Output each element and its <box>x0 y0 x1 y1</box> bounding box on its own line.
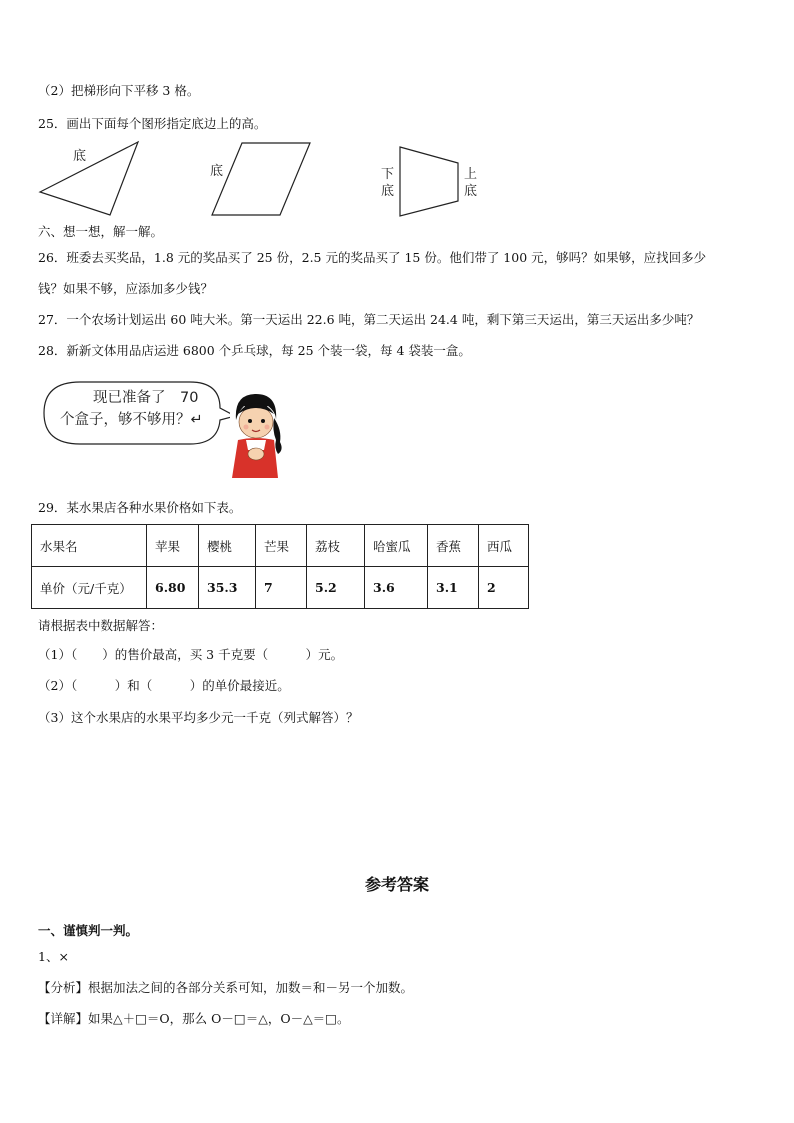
bubble-line-2: 个盒子，够不够用？↵ <box>60 412 203 428</box>
answer-1-detail: 【详解】如果△＋□＝O，那么 O－□＝△，O－△＝□。 <box>38 1011 350 1026</box>
trapezoid-shape <box>400 147 458 216</box>
parallelogram-shape <box>212 143 310 215</box>
question-29-instruction: 请根据表中数据解答： <box>38 618 164 633</box>
table-cell: 单价（元/千克） <box>32 567 147 609</box>
table-cell: 苹果 <box>147 525 199 567</box>
table-cell: 香蕉 <box>428 525 479 567</box>
question-28: 28．新新文体用品店运进 6800 个乒乓球，每 25 个装一袋，每 4 袋装一盒。 <box>38 343 471 358</box>
answer-1: 1、× <box>38 949 69 964</box>
answer-title: 参考答案 <box>364 875 429 894</box>
section-six-heading: 六、想一想，解一解。 <box>38 224 164 239</box>
question-26-line2: 钱？如果不够，应添加多少钱？ <box>38 281 214 296</box>
parallelogram-base-label: 底 <box>210 164 224 179</box>
trapezoid-upper-base-label-2: 底 <box>464 184 478 199</box>
table-cell: 哈蜜瓜 <box>365 525 428 567</box>
table-cell: 水果名 <box>32 525 147 567</box>
question-29-part2: （2）（ ）和（ ）的单价最接近。 <box>38 678 290 693</box>
trapezoid-upper-base-label-1: 上 <box>464 167 478 182</box>
answer-1-analysis: 【分析】根据加法之间的各部分关系可知，加数＝和－另一个加数。 <box>38 980 414 995</box>
question-25: 25．画出下面每个图形指定底边上的高。 <box>38 116 267 131</box>
table-cell: 3.6 <box>365 567 428 609</box>
triangle-base-label: 底 <box>73 149 87 164</box>
question-26-line1: 26．班委去买奖品，1.8 元的奖品买了 25 份，2.5 元的奖品买了 15 份。他们带了 100 元，够吗？如果够，应找回多少 <box>38 250 707 265</box>
table-cell: 樱桃 <box>199 525 256 567</box>
question-29-part1: （1）（ ）的售价最高，买 3 千克要（ ）元。 <box>38 647 344 662</box>
table-cell: 3.1 <box>428 567 479 609</box>
table-cell: 5.2 <box>307 567 365 609</box>
trapezoid-lower-base-label-1: 下 <box>381 167 395 182</box>
question-24-part2: （2）把梯形向下平移 3 格。 <box>38 83 200 98</box>
table-cell: 荔枝 <box>307 525 365 567</box>
bubble-line-1: 现已准备了 70 <box>93 390 199 406</box>
table-cell: 6.80 <box>147 567 199 609</box>
table-cell: 西瓜 <box>479 525 529 567</box>
question-27: 27．一个农场计划运出 60 吨大米。第一天运出 22.6 吨，第二天运出 24.4 吨，剩下第三天运出，第三天运出多少吨？ <box>38 312 700 327</box>
table-cell: 7 <box>256 567 307 609</box>
table-cell: 2 <box>479 567 529 609</box>
table-header-row <box>32 525 529 567</box>
fruit-price-table <box>31 524 529 609</box>
girl-illustration <box>220 390 290 482</box>
question-29: 29．某水果店各种水果价格如下表。 <box>38 500 242 515</box>
triangle-shape <box>40 142 138 215</box>
table-cell: 芒果 <box>256 525 307 567</box>
answer-section-one: 一、谨慎判一判。 <box>38 923 139 938</box>
question-29-part3: （3）这个水果店的水果平均多少元一千克（列式解答）？ <box>38 710 359 725</box>
table-cell: 35.3 <box>199 567 256 609</box>
geometry-figures <box>0 135 794 225</box>
table-row <box>32 567 529 609</box>
trapezoid-lower-base-label-2: 底 <box>381 184 395 199</box>
